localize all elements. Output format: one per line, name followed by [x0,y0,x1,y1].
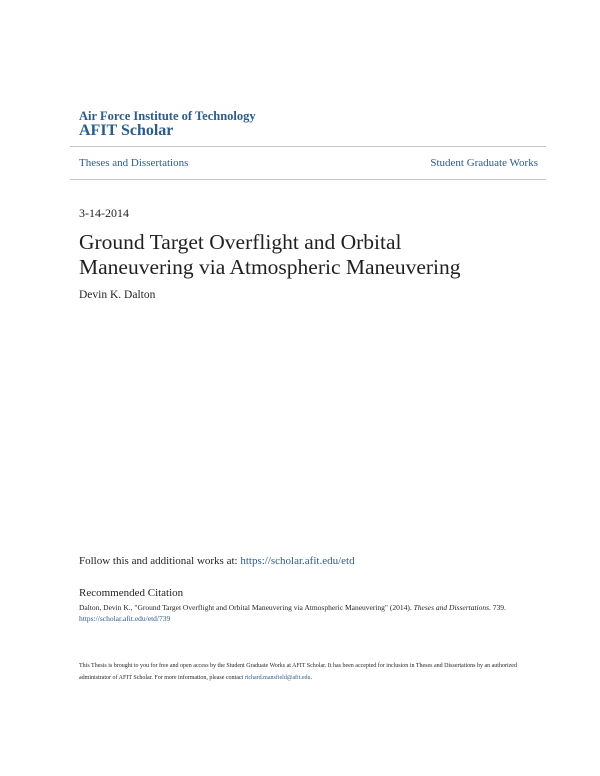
top-divider [70,146,546,147]
student-graduate-works-link[interactable]: Student Graduate Works [430,157,538,169]
publication-date: 3-14-2014 [79,206,129,220]
author-name: Devin K. Dalton [79,289,156,301]
notice-suffix: . [310,674,313,681]
citation-heading: Recommended Citation [79,587,184,599]
citation-body [79,602,524,624]
citation-number: . 739. [489,603,506,612]
document-title: Ground Target Overflight and Orbital Maneuvering via Atmospheric Maneuvering [79,230,461,279]
notice-text: This Thesis is brought to you for free and open access by the Student Graduate Works at AFIT Scholar. It has been accepted for inclusion in Theses and Dissertations by an authorized administrator of AFIT Scholar. For more information, please contact [79,663,517,681]
citation-link[interactable]: https://scholar.afit.edu/etd/739 [79,614,171,623]
follow-prefix: Follow this and additional works at: [79,555,241,567]
citation-text: Dalton, Devin K., "Ground Target Overflight and Orbital Maneuvering via Atmospheric Maneuvering" (2014). [79,603,414,612]
bottom-divider [70,179,546,180]
access-notice [79,661,529,684]
follow-line [79,555,355,567]
institution-name[interactable]: Air Force Institute of Technology [79,109,256,123]
citation-series: Theses and Dissertations [413,603,490,612]
theses-dissertations-link[interactable]: Theses and Dissertations [79,157,189,169]
etd-collection-link[interactable]: https://scholar.afit.edu/etd [240,555,355,567]
repository-name[interactable]: AFIT Scholar [79,122,174,139]
contact-email-link[interactable]: richard.mansfield@afit.edu [244,674,311,681]
